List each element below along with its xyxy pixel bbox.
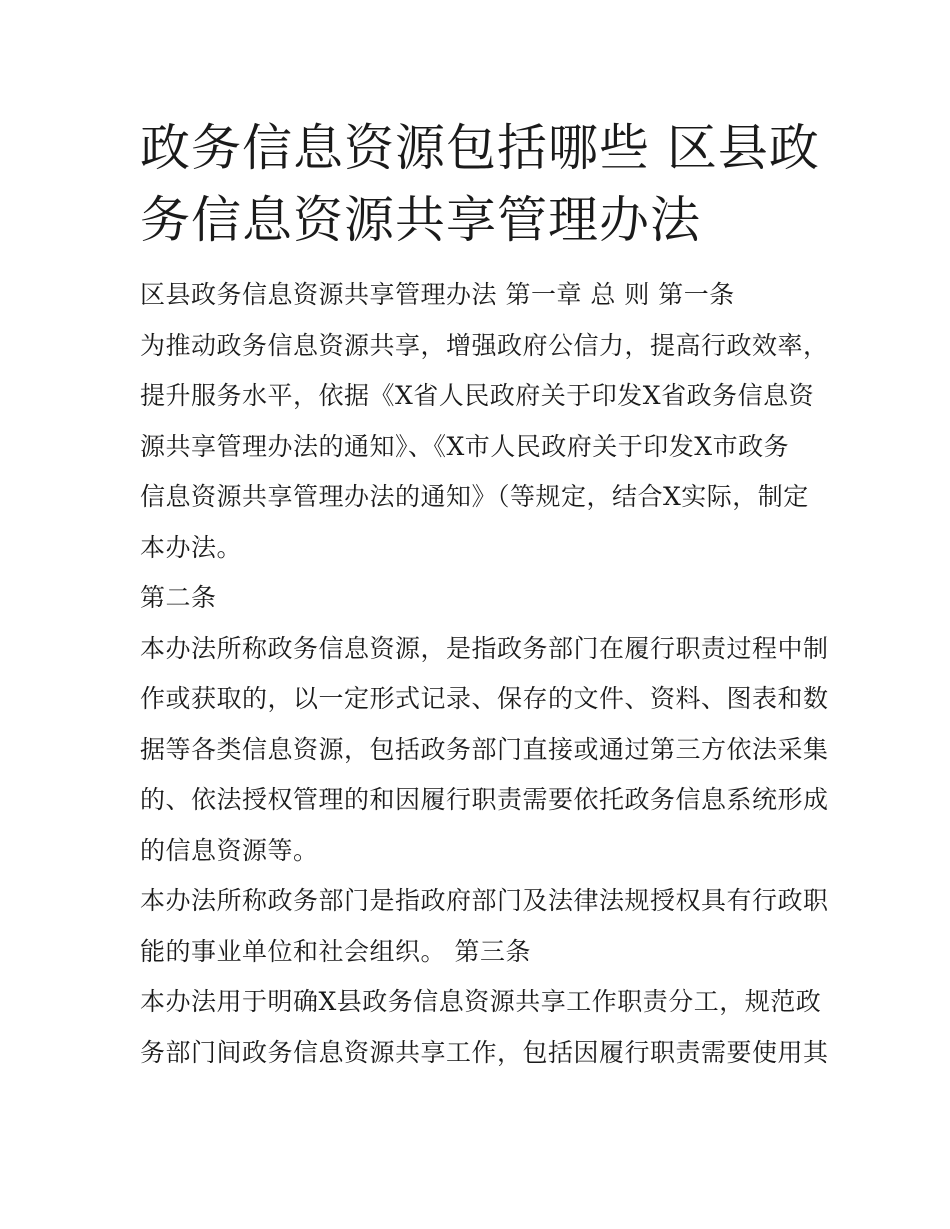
- body-line: 为推动政务信息资源共享，增强政府公信力，提高行政效率，: [140, 330, 829, 360]
- body-line: 本办法所称政务信息资源，是指政务部门在履行职责过程中制: [140, 633, 829, 663]
- body-line: 的信息资源等。: [140, 835, 319, 865]
- document-body: [140, 270, 829, 1078]
- body-line: 据等各类信息资源，包括政务部门直接或通过第三方依法采集: [140, 734, 829, 764]
- body-line: 提升服务水平，依据《X省人民政府关于印发X省政务信息资: [140, 381, 815, 410]
- document-title: [140, 112, 820, 256]
- body-line: 区县政务信息资源共享管理办法 第一章 总 则 第一条: [140, 280, 735, 309]
- body-line: 信息资源共享管理办法的通知》（等规定，结合X实际，制定: [140, 482, 809, 511]
- article-heading: 第二条: [140, 583, 217, 612]
- body-line: 源共享管理办法的通知》、《X市人民政府关于印发X市政务: [140, 431, 790, 461]
- body-line: 本办法所称政务部门是指政府部门及法律法规授权具有行政职: [140, 886, 829, 915]
- title-line: 政务信息资源包括哪些 区县政: [140, 119, 820, 177]
- body-line: 作或获取的，以一定形式记录、保存的文件、资料、图表和数: [140, 684, 829, 713]
- body-line: 的、依法授权管理的和因履行职责需要依托政务信息系统形成: [140, 785, 829, 814]
- body-line: 能的事业单位和社会组织。 第三条: [140, 936, 531, 966]
- document-content: [140, 112, 829, 1078]
- body-line: 本办法用于明确X县政务信息资源共享工作职责分工，规范政: [140, 987, 822, 1016]
- body-line: 务部门间政务信息资源共享工作，包括因履行职责需要使用其: [140, 1037, 829, 1067]
- title-line: 务信息资源共享管理办法: [140, 191, 701, 249]
- body-line: 本办法。: [140, 532, 243, 562]
